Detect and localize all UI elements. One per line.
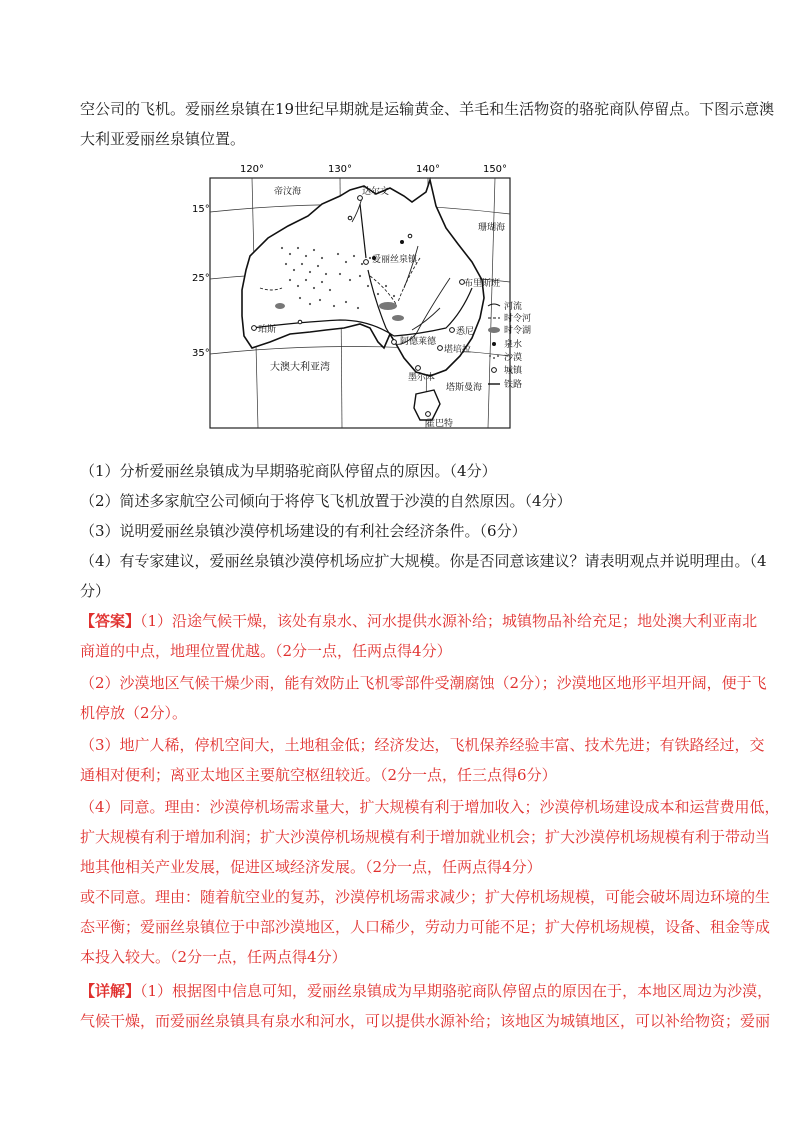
australia-map-figure xyxy=(190,158,535,433)
detail-text-1: （1）根据图中信息可知，爱丽丝泉镇成为早期骆驼商队停留点的原因在于，本地区周边为沙漠， xyxy=(140,982,773,1000)
legend-river: 河流 xyxy=(504,302,523,312)
detail-line-1 xyxy=(80,980,772,1002)
detail-tag: 【详解】 xyxy=(80,982,141,1000)
lon-label-120: 120° xyxy=(239,164,265,175)
label-perth: 珀斯 xyxy=(258,325,277,335)
town-alice-springs xyxy=(364,260,369,265)
label-great-bight: 大澳大利亚湾 xyxy=(270,362,330,373)
legend-railway: 铁路 xyxy=(504,380,523,390)
legend-desert: 沙漠 xyxy=(504,353,523,363)
label-sydney: 悉尼 xyxy=(456,327,475,337)
label-tasman-sea: 塔斯曼海 xyxy=(446,383,483,393)
answer-2-line-2: 机停放（2分）。 xyxy=(80,704,188,722)
town-hobart xyxy=(426,412,431,417)
lon-label-150: 150° xyxy=(482,164,508,175)
question-2: （2）简述多家航空公司倾向于将停飞飞机放置于沙漠的自然原因。（4分） xyxy=(80,492,572,510)
answer-1-line-2: 商道的中点，地理位置优越。（2分一点，任两点得4分） xyxy=(80,642,452,660)
lon-label-140: 140° xyxy=(415,164,441,175)
answer-4-line-2: 扩大规模有利于增加利润；扩大沙漠停机场规模有利于增加就业机会；扩大沙漠停机场规模有利于带动当 xyxy=(80,828,771,846)
answer-4-line-6: 本投入较大。（2分一点，任两点得4分） xyxy=(80,948,347,966)
intro-line-1: 空公司的飞机。爱丽丝泉镇在19世纪早期就是运输黄金、羊毛和生活物资的骆驼商队停留点。下图示意澳 xyxy=(80,100,775,118)
legend-seasonal-river: 时令河 xyxy=(504,314,532,324)
label-coral-sea: 珊瑚海 xyxy=(478,223,506,233)
lat-label-15: 15° xyxy=(192,204,210,215)
question-3: （3）说明爱丽丝泉镇沙漠停机场建设的有利社会经济条件。（6分） xyxy=(80,522,527,540)
australia-map xyxy=(190,158,535,433)
answer-3-line-2: 通相对便利；离亚太地区主要航空枢纽较近。（2分一点，任三点得6分） xyxy=(80,766,557,784)
answer-line-1 xyxy=(80,610,757,632)
answer-4-line-3: 地其他相关产业发展，促进区域经济发展。（2分一点，任两点得4分） xyxy=(80,858,542,876)
legend-spring: 泉水 xyxy=(504,340,523,350)
label-adelaide: 阿德莱德 xyxy=(400,337,437,347)
town-melbourne xyxy=(416,366,421,371)
answer-4-line-4: 或不同意。理由：随着航空业的复苏，沙漠停机场需求减少；扩大停机场规模，可能会破坏周边环境的生 xyxy=(80,888,771,906)
question-4-line-1: （4）有专家建议，爱丽丝泉镇沙漠停机场应扩大规模。你是否同意该建议？请表明观点并说明理由。（4 xyxy=(80,552,767,570)
town-sydney xyxy=(450,328,455,333)
detail-line-2: 气候干燥，而爱丽丝泉镇具有泉水和河水，可以提供水源补给；该地区为城镇地区，可以补给物资；爱丽 xyxy=(80,1012,771,1030)
answer-4-line-5: 态平衡；爱丽丝泉镇位于中部沙漠地区，人口稀少，劳动力可能不足；扩大停机场规模，设备、租金等成 xyxy=(80,918,771,936)
lon-label-130: 130° xyxy=(327,164,353,175)
intro-line-2: 大利亚爱丽丝泉镇位置。 xyxy=(80,130,246,148)
label-alice-springs: 爱丽丝泉镇 xyxy=(372,255,418,265)
answer-3-line-1: （3）地广人稀，停机空间大，土地租金低；经济发达，飞机保养经验丰富、技术先进；有铁路经过，交 xyxy=(80,736,765,754)
town-adelaide xyxy=(392,340,397,345)
label-canberra: 堪培拉 xyxy=(444,345,472,355)
label-hobart: 霍巴特 xyxy=(426,419,454,429)
town-canberra xyxy=(438,346,443,351)
lat-label-25: 25° xyxy=(192,273,210,284)
legend-town: 城镇 xyxy=(504,366,523,376)
town-perth xyxy=(252,326,257,331)
question-1: （1）分析爱丽丝泉镇成为早期骆驼商队停留点的原因。（4分） xyxy=(80,462,497,480)
question-4-line-2: 分） xyxy=(80,582,111,600)
answer-4-line-1: （4）同意。理由：沙漠停机场需求量大，扩大规模有利于增加收入；沙漠停机场建设成本和运营费用低， xyxy=(80,798,780,816)
label-timor-sea: 帝汶海 xyxy=(274,187,302,197)
answer-2-line-1: （2）沙漠地区气候干燥少雨，能有效防止飞机零部件受潮腐蚀（2分）；沙漠地区地形平坦开阔，便于飞 xyxy=(80,674,767,692)
label-brisbane: 布里斯班 xyxy=(464,279,501,289)
lat-label-35: 35° xyxy=(192,348,210,359)
answer-tag: 【答案】 xyxy=(80,612,141,630)
answer-1-line-1: （1）沿途气候干燥，该处有泉水、河水提供水源补给；城镇物品补给充足；地处澳大利亚南北 xyxy=(140,612,758,630)
legend-seasonal-lake: 时令湖 xyxy=(504,326,532,336)
label-darwin: 达尔文 xyxy=(362,187,390,197)
label-melbourne: 墨尔本 xyxy=(408,373,436,383)
